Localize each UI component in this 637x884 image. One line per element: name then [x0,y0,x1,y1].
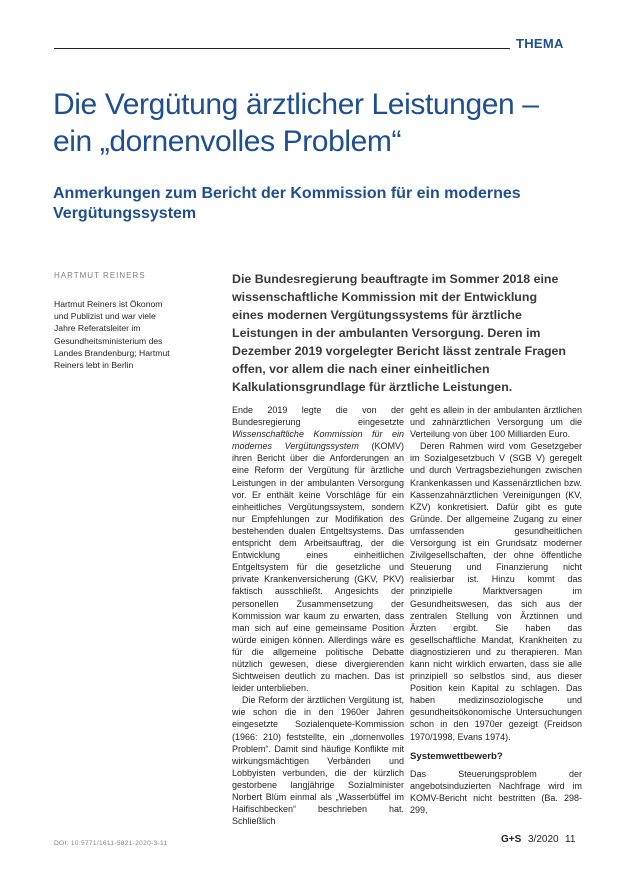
commission-name: Wissenschaftliche Kommission für ein modernes Vergütungssystem [232,429,404,452]
doi: DOI: 10.5771/1611-5821-2020-3-11 [54,840,168,847]
header-rule [54,48,510,49]
body-paragraph: Die Reform der ärztlichen Vergütung ist, wie schon die in den 1960er Jahren eingesetzte Sozialenquete-Kommission (1966: 210) feststellte, ein „dornenvolles Problem“. Damit sind häufige Konflikte mit wirkungsmächtigen Verbänden und Lobbyisten verbunden, die der kürzlich gestorbene langjährige Sozialminister Norbert Blüm einmal als „Wasserbüffel im Haifischbecken“ beschrieben hat. Schließlich [232,695,404,827]
body-column-2 [410,404,582,816]
section-label: THEMA [516,36,564,51]
body-paragraph: geht es allein in der ambulanten ärztlichen und zahnärztlichen Versorgung um die Verteilung von über 100 Milliarden Euro. [410,405,582,440]
title-line-2: ein „dornenvolles Problem“ [53,125,402,158]
author-name: HARTMUT REINERS [54,271,146,280]
author-bio: Hartmut Reiners ist Ökonom und Publizist und war viele Jahre Referatsleiter im Gesundheitsministerium des Landes Brandenburg; Hartmut Reiners lebt in Berlin [54,299,170,371]
journal-name: G+S [501,834,522,845]
body-paragraph: Ende 2019 legte die von der Bundesregierung eingesetzte Wissenschaftliche Kommission für ein modernes Vergütungssystem (KOMV) ihren Bericht über die Anforderungen an eine Reform der Vergütung für ärztliche Leistungen in der ambulanten Versorgung vor. Er enthält keine Vorschläge für ein einheitliches Vergütungssystem, sondern nur Empfehlungen zur Modifikation des bestehenden dualen Entgeltsystems. Das entspricht dem Arbeitsauftrag, der die Entwicklung eines einheitlichen Entgeltsystem für die gesetzliche und private Krankenversicherung (GKV, PKV) faktisch ausschließt. Angesichts der personellen Zusammensetzung der Kommission war kaum zu erwarten, dass man sich auf eine gemeinsame Position würde einigen können. Allerdings wäre es für die allgemeine politische Debatte nützlich gewesen, diese divergierenden Sichtweisen deutlich zu machen. Das ist leider unterblieben. [232,405,404,694]
title-line-1: Die Vergütung ärztlicher Leistungen – [53,88,539,121]
article-title [53,86,613,160]
body-paragraph: Das Steuerungsproblem der angebotsinduzierten Nachfrage wird im KOMV-Bericht nicht bestritten (Ba. 298-299, [410,768,582,815]
article-subtitle: Anmerkungen zum Bericht der Kommission für ein modernes Vergütungssystem [53,185,521,222]
section-heading: Systemwettbewerb? [410,750,503,762]
page-number: 11 [565,834,576,845]
body-column-1 [232,404,404,827]
journal-issue: 3/2020 [528,834,559,845]
body-paragraph: Deren Rahmen wird vom Gesetzgeber im Sozialgesetzbuch V (SGB V) geregelt und durch Vertragsbeziehungen zwischen Krankenkassen und Kassenärztlichen bzw. Kassenzahnärztlichen Vereinigungen (KV, KZV) konkretisiert. Dafür gibt es gute Gründe. Der allgemeine Zugang zu einer umfassenden gesundheitlichen Versorgung ist ein Grundsatz moderner Zivilgesellschaften, der ohne öffentliche Steuerung und Finanzierung nicht realisierbar ist. Hinzu kommt das prinzipielle Marktversagen im Gesundheitswesen, das sich aus der zentralen Stellung von Ärztinnen und Ärzten ergibt. Sie haben das gesellschaftliche Mandat, Krankheiten zu diagnostizieren und zu therapieren. Man kann nicht wirklich erwarten, dass sie alle prinzipiell so selbstlos sind, aus dieser Position kein Kapital zu schlagen. Das haben medizinsoziologische und gesundheitsökonomische Untersuchungen schon in den 1970er gezeigt (Freidson 1970/1998, Evans 1974). [410,441,582,742]
lead-paragraph: Die Bundesregierung beauftragte im Sommer 2018 eine wissenschaftliche Kommission mit der Entwicklung eines modernen Vergütungssystems für ärztliche Leistungen in der ambulanten Versorgung. Deren im Dezember 2019 vorgelegter Bericht lässt zentrale Fragen offen, vor allem die nach einer einheitlichen Kalkulationsgrundlage für ärztliche Leistungen. [232,272,566,394]
